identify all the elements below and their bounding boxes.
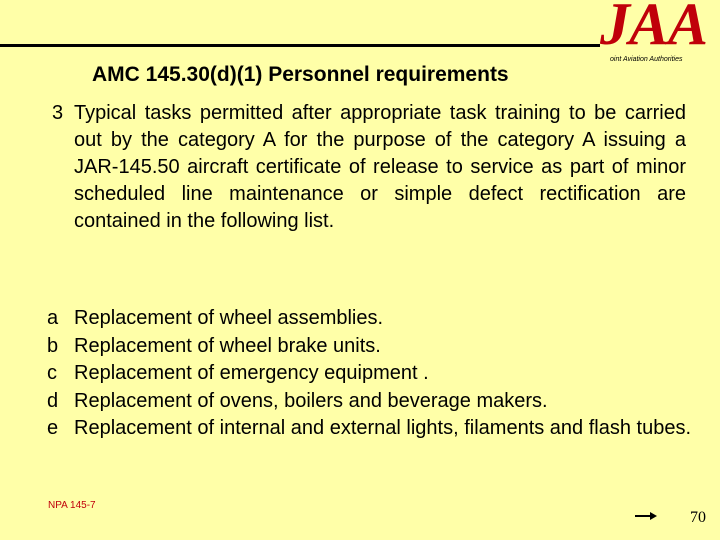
list-item — [47, 360, 697, 388]
list-item-letter: c — [47, 362, 57, 384]
list-item-letter: a — [47, 307, 59, 329]
intro-paragraph: Typical tasks permitted after appropriate task training to be carried out by the category A for the purpose of the category A issuing a JAR-145.50 aircraft certificate of release to service as part of minor scheduled line maintenance or simple defect rectification are contained in the following list. — [74, 102, 686, 232]
list-item — [47, 388, 697, 416]
logo-letters: JAA — [600, 0, 708, 57]
list-item — [47, 305, 697, 333]
list-item-letter: d — [47, 389, 59, 412]
list-item-text: Replacement of internal and external lights, filaments and flash tubes. — [74, 417, 692, 439]
right-arrow-icon[interactable] — [634, 510, 658, 522]
list-item-letter: b — [47, 334, 59, 357]
list-item-text: Replacement of ovens, boilers and beverage makers. — [74, 389, 548, 412]
intro-number: 3 — [52, 102, 64, 124]
page-number: 70 — [690, 509, 706, 526]
footer-code: NPA 145-7 — [48, 500, 96, 511]
jaa-logo — [596, 0, 720, 70]
task-list — [47, 305, 697, 443]
list-item — [47, 415, 697, 443]
list-item-letter: e — [47, 417, 59, 439]
list-item-text: Replacement of wheel assemblies. — [74, 307, 384, 329]
header-rule — [0, 44, 600, 47]
list-item-text: Replacement of wheel brake units. — [74, 334, 381, 357]
slide-title: AMC 145.30(d)(1) Personnel requirements — [92, 63, 509, 86]
list-item — [47, 333, 697, 361]
logo-subtitle: oint Aviation Authorities — [610, 56, 683, 63]
list-item-text: Replacement of emergency equipment . — [74, 362, 429, 384]
